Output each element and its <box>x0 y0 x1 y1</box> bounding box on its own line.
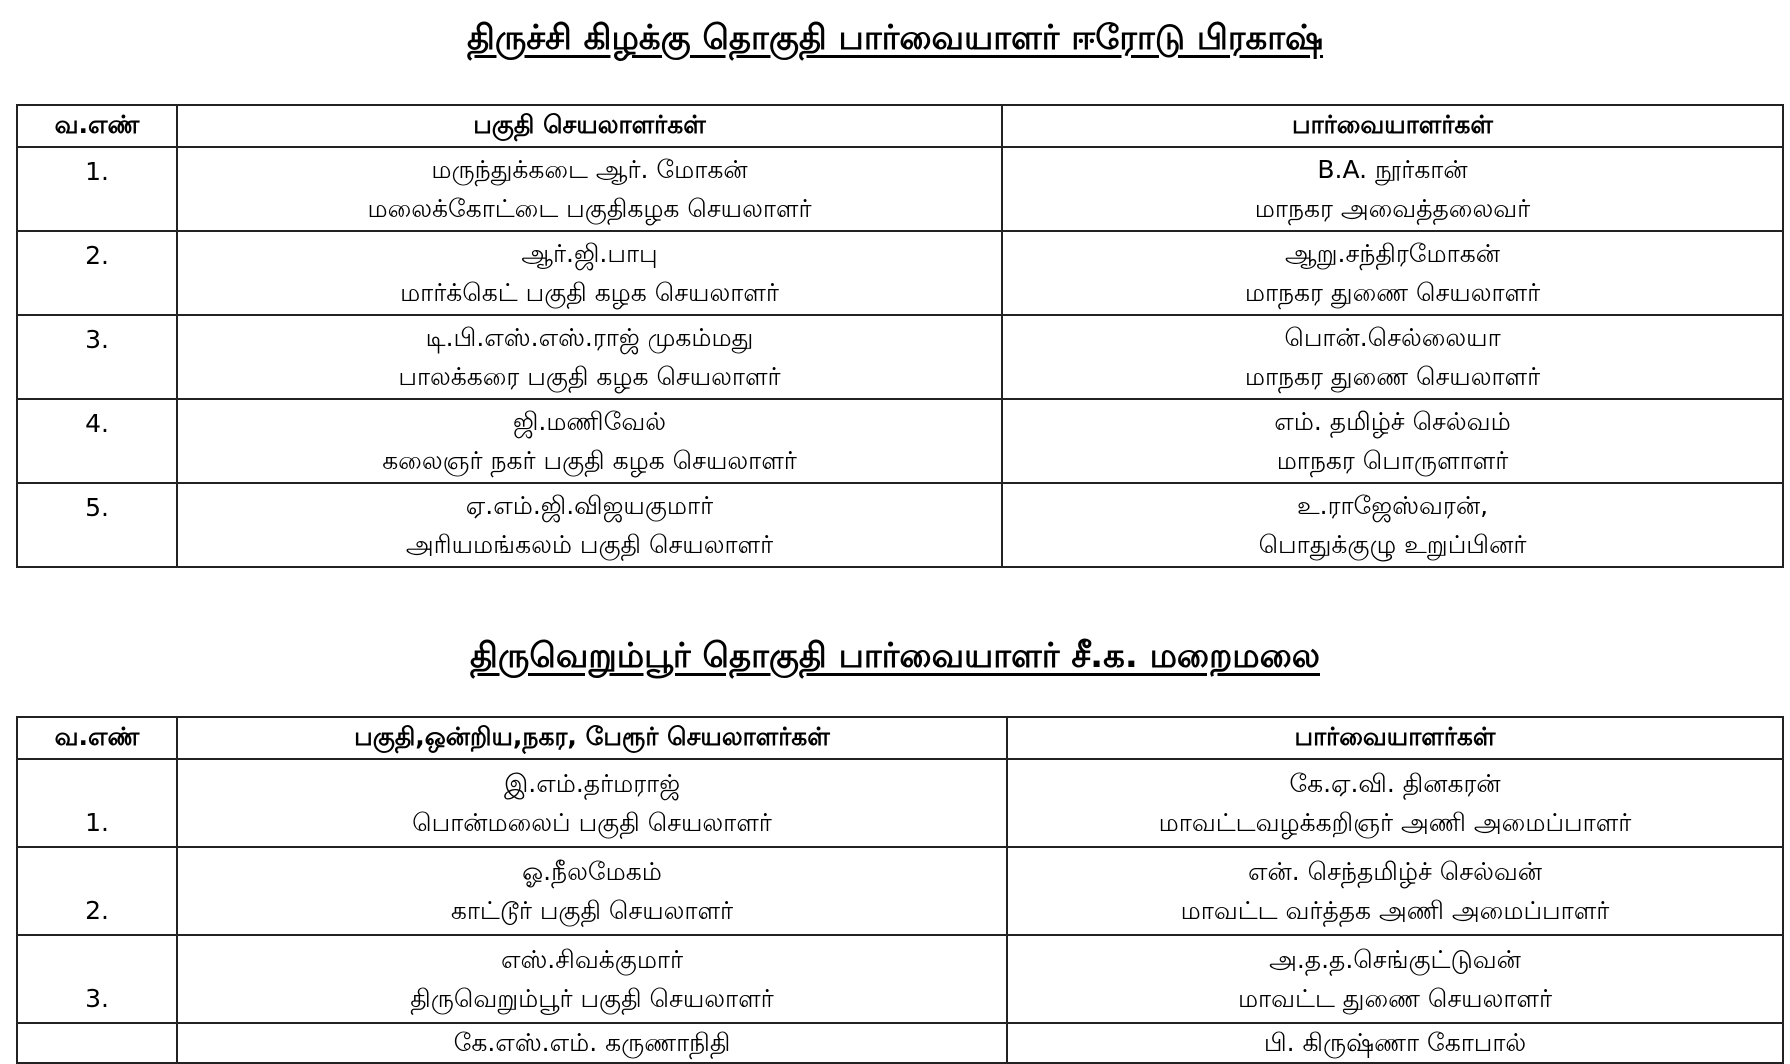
row-number: 2. <box>17 847 177 935</box>
row-number: 3. <box>17 935 177 1023</box>
secretary-role: மலைக்கோட்டை பகுதிகழக செயலாளர் <box>367 194 812 223</box>
secretary-role: மார்க்கெட் பகுதி கழக செயலாளர் <box>400 278 779 307</box>
secretary-cell <box>177 315 1002 399</box>
observer-name: எம். தமிழ்ச் செல்வம் <box>1274 407 1511 436</box>
secretary-role: அரியமங்கலம் பகுதி செயலாளர் <box>405 530 774 559</box>
secretary-cell <box>177 147 1002 231</box>
secretary-name: டி.பி.எஸ்.எஸ்.ராஜ் முகம்மது <box>425 323 754 352</box>
observer-cell <box>1007 759 1783 847</box>
observer-cell <box>1002 483 1783 567</box>
observer-name: பி. கிருஷ்ணா கோபால் <box>1007 1023 1783 1063</box>
observer-cell <box>1002 399 1783 483</box>
observer-cell <box>1007 935 1783 1023</box>
header-secretaries: பகுதி,ஒன்றிய,நகர, பேரூர் செயலாளர்கள் <box>177 717 1007 759</box>
secretary-cell <box>177 935 1007 1023</box>
observer-cell <box>1002 315 1783 399</box>
row-number: 4. <box>17 399 177 483</box>
observer-name: பொன்.செல்லையா <box>1284 323 1501 352</box>
observer-name: உ.ராஜேஸ்வரன், <box>1296 491 1489 520</box>
secretary-name: ஏ.எம்.ஜி.விஜயகுமார் <box>465 491 714 520</box>
table-row <box>17 147 1783 231</box>
secretary-cell <box>177 399 1002 483</box>
header-serial: வ.எண் <box>17 717 177 759</box>
table-row <box>17 847 1783 935</box>
observer-cell <box>1007 847 1783 935</box>
observer-role: மாநகர பொருளாளர் <box>1276 446 1509 475</box>
table-row <box>17 399 1783 483</box>
observer-name: B.A. நூர்கான் <box>1317 155 1468 184</box>
secretary-name: கே.எஸ்.எம். கருணாநிதி <box>177 1023 1007 1063</box>
secretary-cell <box>177 483 1002 567</box>
section1-table <box>16 104 1784 568</box>
row-number: 3. <box>17 315 177 399</box>
observer-name: ஆறு.சந்திரமோகன் <box>1285 239 1500 268</box>
table-header-row <box>17 105 1783 147</box>
observer-role: மாநகர துணை செயலாளர் <box>1244 278 1541 307</box>
table-row <box>17 315 1783 399</box>
table-header-row <box>17 717 1783 759</box>
header-observers: பார்வையாளர்கள் <box>1002 105 1783 147</box>
table-row <box>17 759 1783 847</box>
secretary-name: இ.எம்.தர்மராஜ் <box>503 769 681 798</box>
row-number: 1. <box>17 147 177 231</box>
secretary-role: திருவெறும்பூர் பகுதி செயலாளர் <box>410 984 774 1013</box>
row-number: 2. <box>17 231 177 315</box>
observer-role: மாவட்ட துணை செயலாளர் <box>1237 984 1553 1013</box>
secretary-cell <box>177 847 1007 935</box>
secretary-role: பாலக்கரை பகுதி கழக செயலாளர் <box>398 362 781 391</box>
header-serial: வ.எண் <box>17 105 177 147</box>
secretary-name: ஓ.நீலமேகம் <box>522 857 662 886</box>
secretary-role: பொன்மலைப் பகுதி செயலாளர் <box>412 808 772 837</box>
observer-cell <box>1002 147 1783 231</box>
observer-name: என். செந்தமிழ்ச் செல்வன் <box>1247 857 1542 886</box>
observer-role: மாநகர அவைத்தலைவர் <box>1254 194 1531 223</box>
observer-role: மாநகர துணை செயலாளர் <box>1244 362 1541 391</box>
secretary-name: ஆர்.ஜி.பாபு <box>521 239 658 268</box>
table-row <box>17 483 1783 567</box>
secretary-name: எஸ்.சிவக்குமார் <box>500 945 684 974</box>
section2-table <box>16 716 1784 1064</box>
section1-title: திருச்சி கிழக்கு தொகுதி பார்வையாளர் ஈரோடு பிரகாஷ் <box>466 18 1324 58</box>
row-number: 5. <box>17 483 177 567</box>
observer-cell <box>1002 231 1783 315</box>
row-number: 1. <box>17 759 177 847</box>
observer-name: அ.த.த.செங்குட்டுவன் <box>1269 945 1521 974</box>
table-row <box>17 1023 1783 1063</box>
observer-name: கே.ஏ.வி. தினகரன் <box>1289 769 1501 798</box>
row-number <box>17 1023 177 1063</box>
header-observers: பார்வையாளர்கள் <box>1007 717 1783 759</box>
secretary-name: ஜி.மணிவேல் <box>512 407 667 436</box>
secretary-role: கலைஞர் நகர் பகுதி கழக செயலாளர் <box>382 446 797 475</box>
observer-role: மாவட்ட வர்த்தக அணி அமைப்பாளர் <box>1180 896 1610 925</box>
table-row <box>17 935 1783 1023</box>
section2-title: திருவெறும்பூர் தொகுதி பார்வையாளர் சீ.க. மறைமலை <box>470 636 1320 676</box>
header-secretaries: பகுதி செயலாளர்கள் <box>177 105 1002 147</box>
observer-role: பொதுக்குழு உறுப்பினர் <box>1258 530 1527 559</box>
secretary-name: மருந்துக்கடை ஆர். மோகன் <box>431 155 748 184</box>
secretary-cell <box>177 759 1007 847</box>
secretary-cell <box>177 231 1002 315</box>
table-row <box>17 231 1783 315</box>
secretary-role: காட்டூர் பகுதி செயலாளர் <box>450 896 734 925</box>
observer-role: மாவட்டவழக்கறிஞர் அணி அமைப்பாளர் <box>1158 808 1632 837</box>
